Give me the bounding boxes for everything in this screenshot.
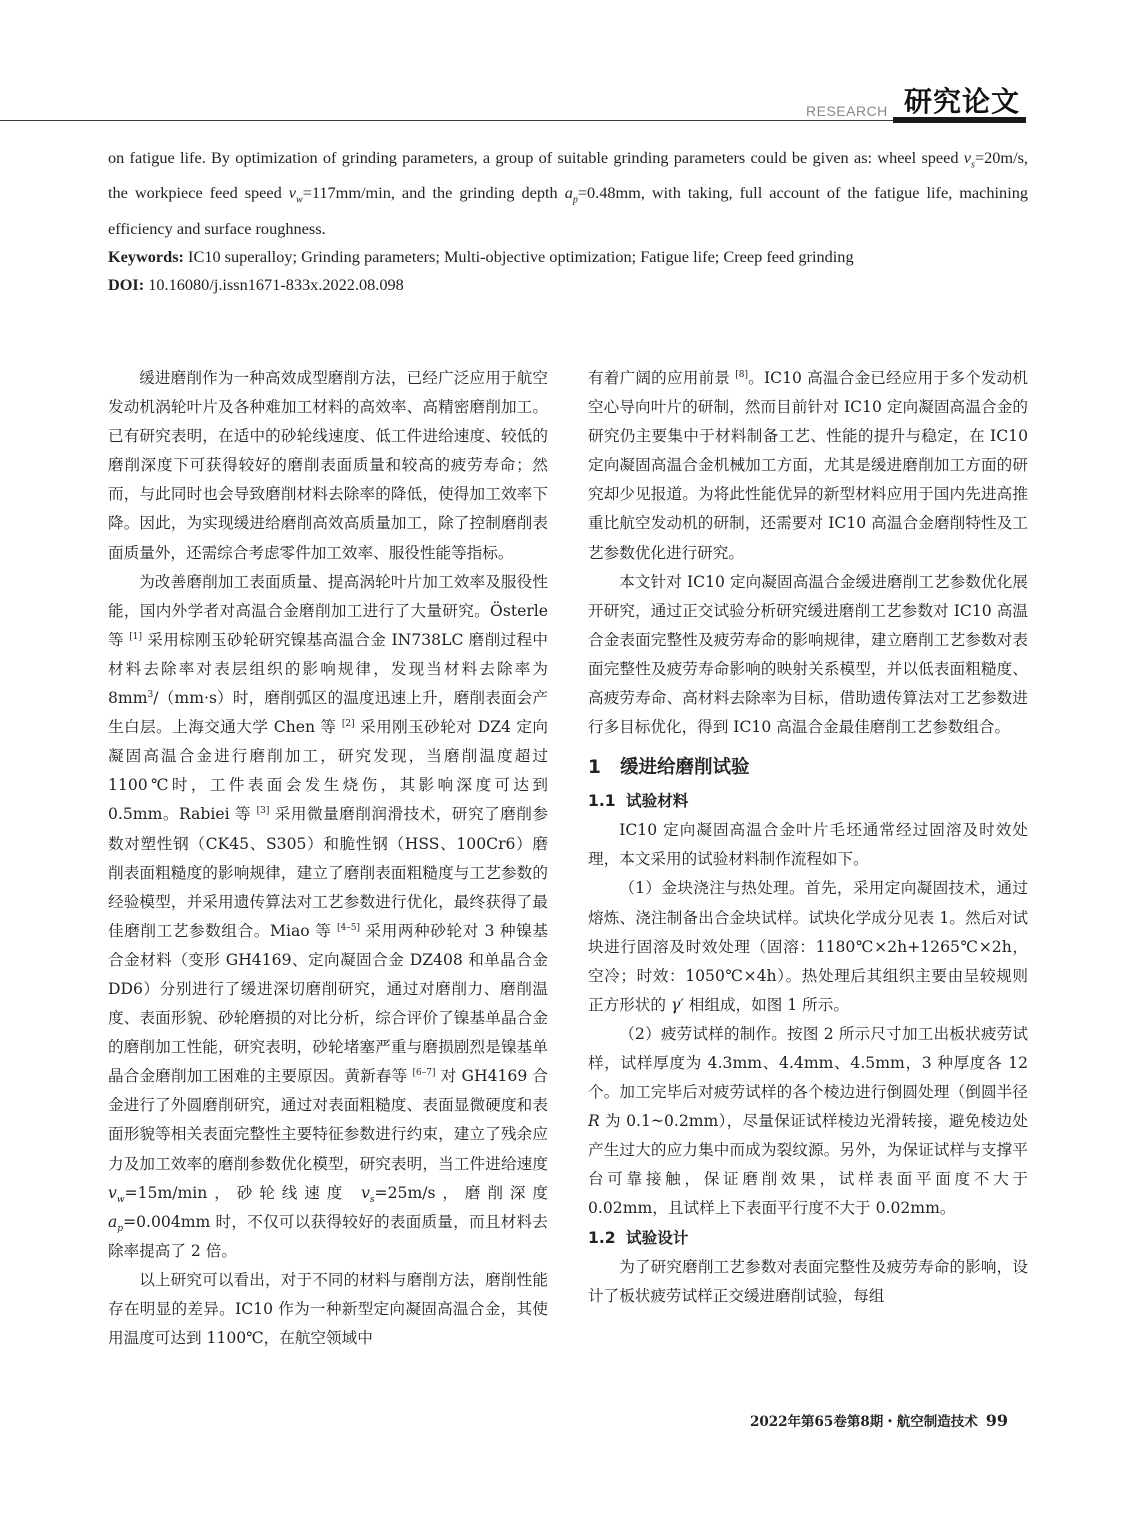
citation: [2] — [341, 718, 355, 729]
citation: [1] — [129, 631, 142, 642]
doi: DOI: 10.16080/j.issn1671-833x.2022.08.098 — [108, 274, 404, 294]
subsection-heading: 1.2 试验设计 — [588, 1228, 689, 1247]
citation: [3] — [256, 806, 270, 817]
header-rule — [0, 120, 1026, 121]
section-heading: 1 缓进给磨削试验 — [588, 757, 750, 779]
paragraph: IC10 定向凝固高温合金叶片毛坯通常经过固溶及时效处理，本文采用的试验材料制作流程如下。 — [588, 821, 1028, 869]
page-footer — [750, 1410, 1008, 1430]
journal-info: 2022年第65卷第8期・航空制造技术 — [749, 1414, 978, 1430]
citation: [4–5] — [336, 922, 360, 933]
header-section-title: 研究论文 — [904, 85, 1021, 118]
abstract-text: on fatigue life. By optimization of grinding parameters, a group of suitable grinding parameters could be given as: wheel speed $v_s=20m/s$, the workpiece feed speed $v_w=117mm/\min$, and the grinding depth $a_p=0.48mm$, with taking, full account of the fatigue life, machining efficiency and surface roughness. — [108, 148, 1028, 238]
keywords: Keywords: IC10 superalloy; Grinding parameters; Multi-objective optimization; Fatigue life; Creep feed grinding — [108, 246, 854, 266]
paragraph: （2）疲劳试样的制作。按图 2 所示尺寸加工出板状疲劳试样，试样厚度为 4.3mm、4.4mm、4.5mm，3 种厚度各 12 个。加工完毕后对疲劳试样的各个棱边进行倒圆处理（倒圆半径 R 为 0.1~0.2mm），尽量保证试样棱边光滑转接，避免棱边处产生过大的应力集中而成为裂纹源。另外，为保证试样与支撑平台可靠接触，保证磨削效果，试样表面平面度不大于 0.02mm，且试样上下表面平行度不大于 0.02mm。 — [588, 1024, 1028, 1218]
right-column — [588, 364, 1028, 1311]
page-number: 99 — [985, 1411, 1008, 1430]
left-column — [108, 364, 548, 1353]
keywords-label: Keywords: — [108, 246, 184, 266]
citation: [8] — [735, 369, 749, 380]
paragraph: 为改善磨削加工表面质量、提高涡轮叶片加工效率及服役性能，国内外学者对高温合金磨削加工进行了大量研究。Österle 等 [1] 采用棕刚玉砂轮研究镍基高温合金 IN738LC 磨削过程中材料去除率对表层组织的影响规律，发现当材料去除率为 $8mm^3/(mm\cdot s)$时，磨削弧区的温度迅速上升，磨削表面会产生白层。上海交通大学 Chen 等 [2] 采用刚玉砂轮对 DZ4 定向凝固高温合金进行磨削加工，研究发现，当磨削温度超过 1100℃时，工件表面会发生烧伤，其影响深度可达到 0.5mm。Rabiei 等 [3] 采用微量磨削润滑技术，研究了磨削参数对塑性钢（CK45、S305）和脆性钢（HSS、100Cr6）磨削表面粗糙度的影响规律，建立了磨削表面粗糙度与工艺参数的经验模型，并采用遗传算法对工艺参数进行优化，最终获得了最佳磨削工艺参数组合。Miao 等 [4–5] 采用两种砂轮对 3 种镍基合金材料（变形 GH4169、定向凝固合金 DZ408 和单晶合金 DD6）分别进行了缓进深切磨削研究，通过对磨削力、磨削温度、表面形貌、砂轮磨损的对比分析，综合评价了镍基单晶合金的磨削加工性能，研究表明，砂轮堵塞严重与磨损剧烈是镍基单晶合金磨削加工困难的主要原因。黄新春等 [6–7] 对 GH4169 合金进行了外圆磨削研究，通过对表面粗糙度、表面显微硬度和表面形貌等相关表面完整性主要特征参数进行约束，建立了残余应力及加工效率的磨削参数优化模型，研究表明，当工件进给速度 $v_w=15m/\min$，砂轮线速度 $v_s=25m/s$，磨削深度 $a_p=0.004mm$ 时，不仅可以获得较好的表面质量，而且材料去除率提高了 2 倍。 — [108, 572, 548, 1260]
doi-label: DOI: — [108, 274, 145, 294]
paragraph: 本文针对 IC10 定向凝固高温合金缓进磨削工艺参数优化展开研究，通过正交试验分析研究缓进磨削工艺参数对 IC10 高温合金表面完整性及疲劳寿命的影响规律，建立磨削工艺参数对表面完整性及疲劳寿命影响的映射关系模型，并以低表面粗糙度、高疲劳寿命、高材料去除率为目标，借助遗传算法对工艺参数进行多目标优化，得到 IC10 高温合金最佳磨削工艺参数组合。 — [588, 572, 1028, 737]
subsection-heading: 1.1 试验材料 — [588, 792, 689, 811]
abstract-block — [108, 144, 1028, 299]
paragraph: 缓进磨削作为一种高效成型磨削方法，已经广泛应用于航空发动机涡轮叶片及各种难加工材料的高效率、高精密磨削加工。已有研究表明，在适中的砂轮线速度、低工件进给速度、较低的磨削深度下可获得较好的磨削表面质量和较高的疲劳寿命；然而，与此同时也会导致磨削材料去除率的降低，使得加工效率下降。因此，为实现缓进给磨削高效高质量加工，除了控制磨削表面质量外，还需综合考虑零件加工效率、服役性能等指标。 — [108, 369, 548, 562]
header-research-label: RESEARCH — [806, 103, 888, 119]
paragraph: 为了研究磨削工艺参数对表面完整性及疲劳寿命的影响，设计了板状疲劳试样正交缓进磨削试验，每组 — [588, 1257, 1028, 1305]
paragraph: 以上研究可以看出，对于不同的材料与磨削方法，磨削性能存在明显的差异。IC10 作为一种新型定向凝固高温合金，其使用温度可达到 1100℃，在航空领域中 — [108, 1270, 548, 1348]
citation: [6–7] — [412, 1068, 436, 1079]
paragraph: （1）金块浇注与热处理。首先，采用定向凝固技术，通过熔炼、浇注制备出合金块试样。试块化学成分见表 1。然后对试块进行固溶及时效处理（固溶：1180℃×2h+1265℃×2h，空冷；时效：1050℃×4h）。热处理后其组织主要由呈较规则正方形状的 γ′ 相组成，如图 1 所示。 — [588, 879, 1028, 1014]
paragraph: 有着广阔的应用前景 [8]。IC10 高温合金已经应用于多个发动机空心导向叶片的研制，然而目前针对 IC10 定向凝固高温合金的研究仍主要集中于材料制备工艺、性能的提升与稳定，在 IC10 定向凝固高温合金机械加工方面，尤其是缓进磨削加工方面的研究却少见报道。为将此性能优异的新型材料应用于国内先进高推重比航空发动机的研制，还需要对 IC10 高温合金磨削特性及工艺参数优化进行研究。 — [588, 369, 1028, 562]
